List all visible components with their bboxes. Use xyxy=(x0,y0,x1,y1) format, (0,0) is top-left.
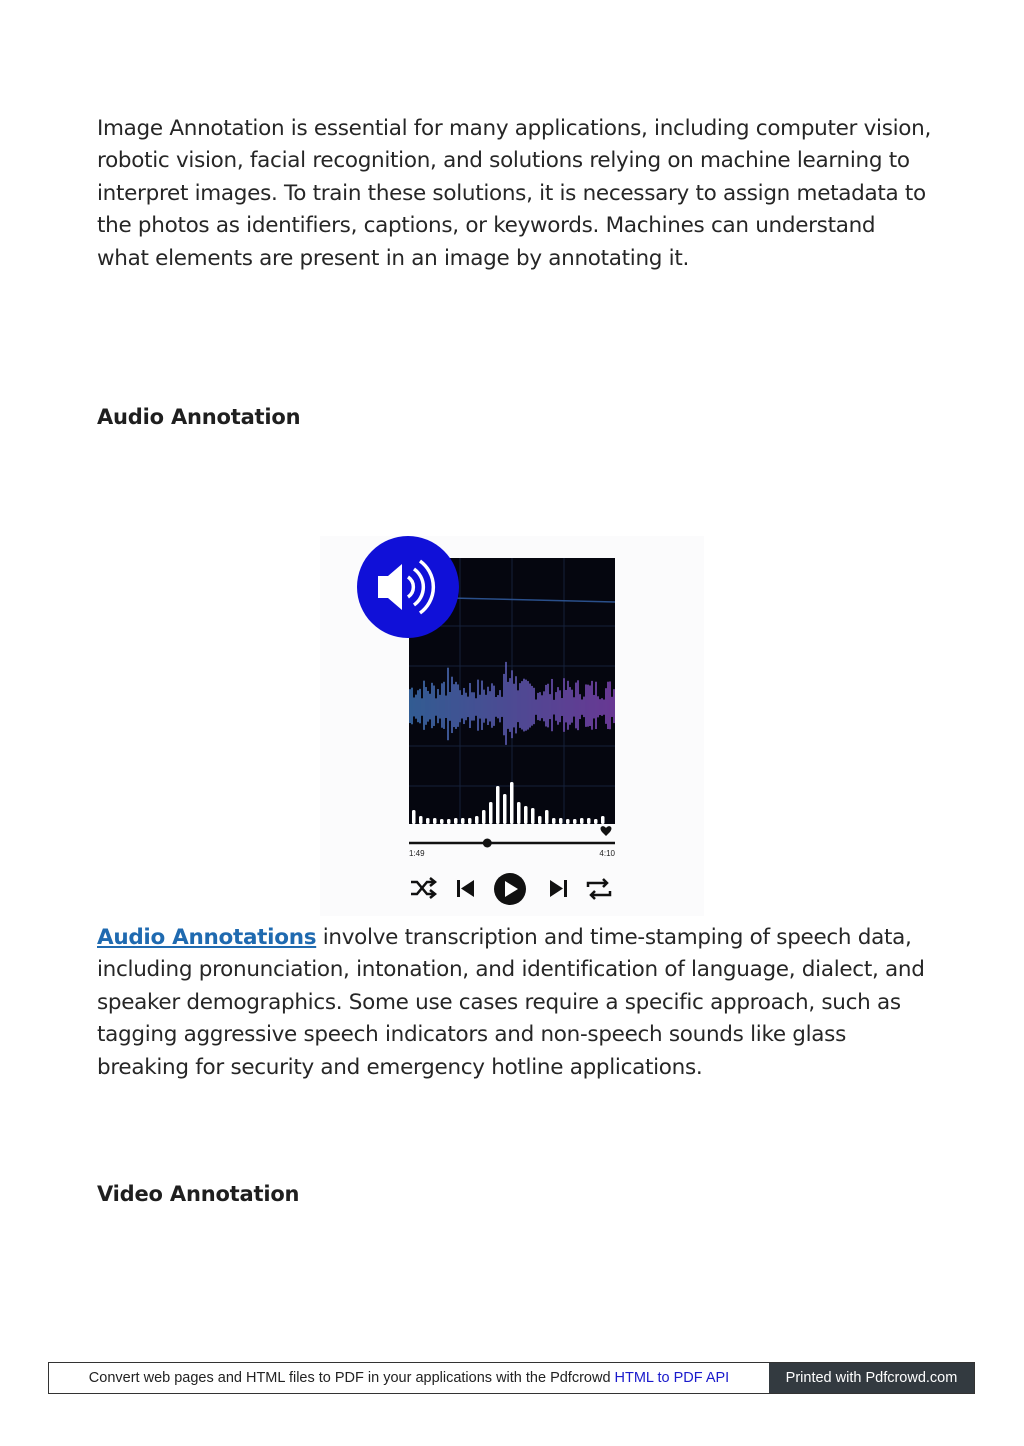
html-to-pdf-link[interactable]: HTML to PDF API xyxy=(614,1370,730,1386)
level-bar xyxy=(524,806,528,824)
speaker-icon xyxy=(357,536,459,638)
level-bar xyxy=(517,802,521,824)
level-bar xyxy=(580,818,584,824)
video-annotation-heading: Video Annotation xyxy=(97,1182,300,1206)
level-bar xyxy=(601,816,605,824)
audio-paragraph-body: involve transcription and time-stamping of speech data, including pronunciation, intonation, and identification of language, dialect, and speaker demographics. Some use cases require a specific approach, such as tagging aggressive speech indicators and non-speech sounds like glass breaking for security and emergency hotline applications. xyxy=(97,925,925,1080)
time-total: 4:10 xyxy=(599,849,615,858)
audio-annotation-heading: Audio Annotation xyxy=(97,405,301,429)
play-button xyxy=(494,873,526,905)
level-bar xyxy=(552,818,556,824)
level-bar xyxy=(545,810,549,824)
level-bar xyxy=(566,819,570,824)
level-bar xyxy=(538,816,542,824)
level-bar xyxy=(461,818,465,824)
level-bar xyxy=(496,786,500,824)
level-bar xyxy=(475,816,479,824)
level-bar xyxy=(573,819,577,824)
level-bar xyxy=(433,818,437,824)
level-bar xyxy=(531,808,535,824)
footer-message xyxy=(49,1363,769,1393)
level-bar xyxy=(454,818,458,824)
audio-annotations-link[interactable]: Audio Annotations xyxy=(97,925,317,950)
level-bar xyxy=(489,802,493,824)
level-bar xyxy=(426,818,430,824)
audio-player-illustration xyxy=(320,536,704,916)
level-bar xyxy=(594,819,598,824)
intro-paragraph: Image Annotation is essential for many applications, including computer vision, robotic vision, facial recognition, and solutions relying on machine learning to interpret images. To train these solutions, it is necessary to assign metadata to the photos as identifiers, captions, or keywords. Machines can understand what elements are present in an image by annotating it. xyxy=(97,116,932,271)
progress-knob xyxy=(483,839,492,848)
level-bar xyxy=(447,819,451,824)
footer-text: Convert web pages and HTML files to PDF in your applications with the Pdfcrowd xyxy=(88,1370,611,1386)
printed-with-pdfcrowd[interactable]: Printed with Pdfcrowd.com xyxy=(769,1363,974,1393)
level-bar xyxy=(503,794,507,824)
level-bar xyxy=(587,818,591,824)
level-bar xyxy=(412,810,416,824)
level-bar xyxy=(419,816,423,824)
level-bar xyxy=(468,818,472,824)
audio-paragraph xyxy=(97,922,932,1084)
level-bar xyxy=(482,810,486,824)
level-bar xyxy=(559,818,563,824)
time-elapsed: 1:49 xyxy=(409,849,425,858)
level-bar xyxy=(440,819,444,824)
pdfcrowd-footer xyxy=(48,1362,975,1394)
level-bar xyxy=(510,782,514,824)
